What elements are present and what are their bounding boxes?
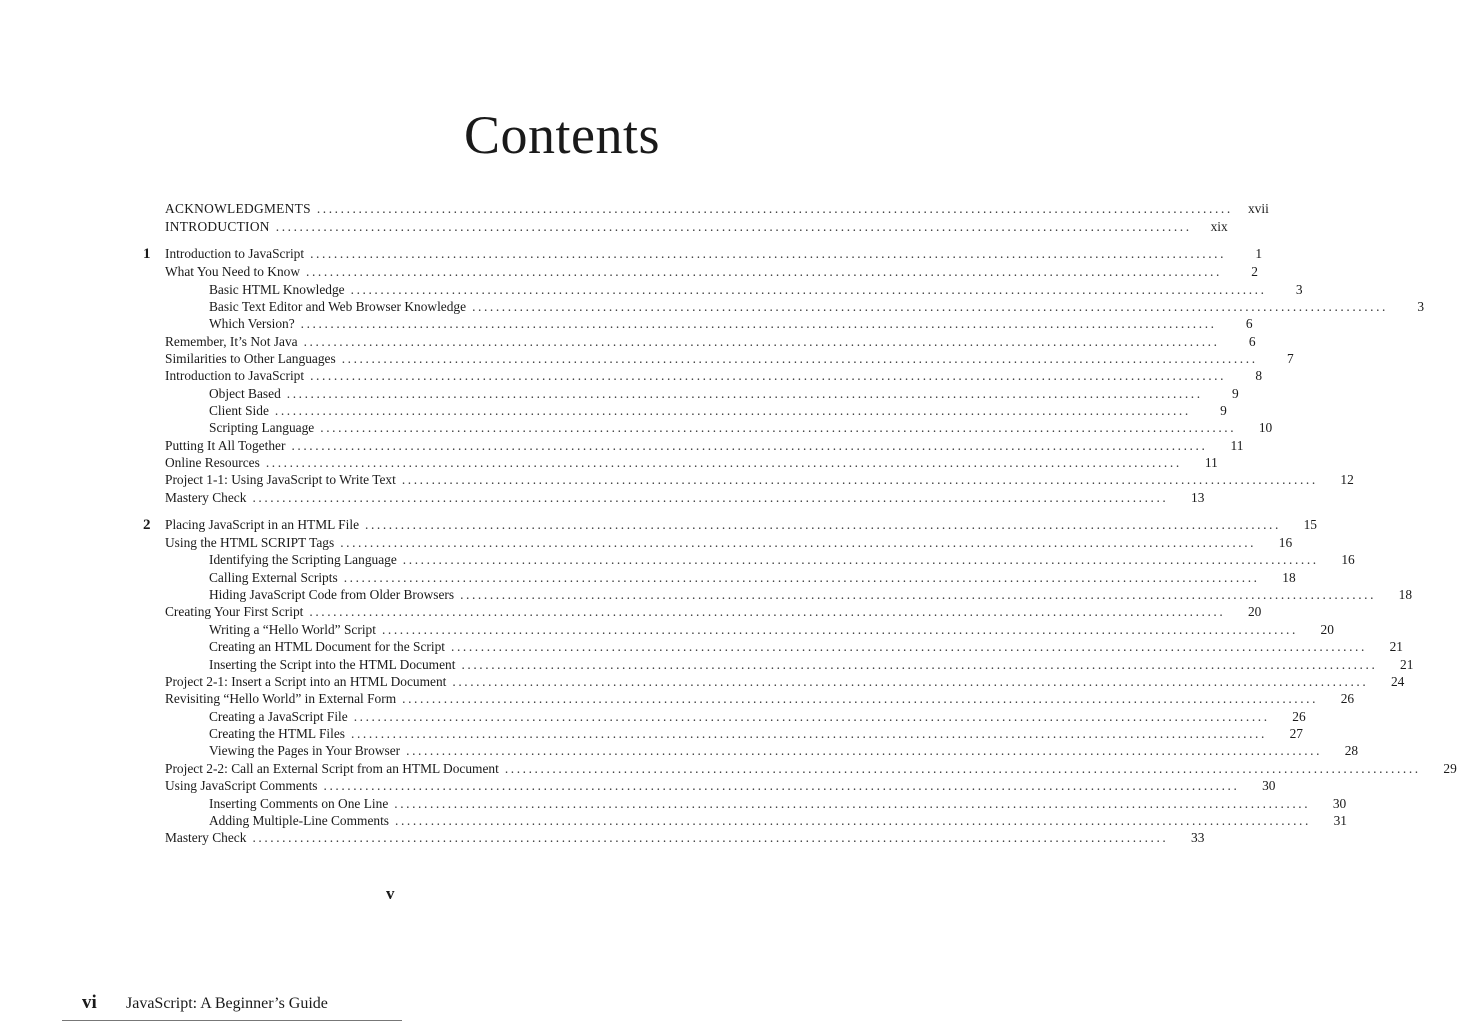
toc-entry-title: Basic Text Editor and Web Browser Knowledge — [209, 299, 467, 314]
toc-page-number: 2 — [1251, 264, 1258, 279]
dot-leader: .......................................................................................................................................................... — [452, 674, 1369, 689]
toc-entry — [165, 725, 1303, 743]
chapter-number: 2 — [143, 517, 151, 533]
toc-entry-title: Creating an HTML Document for the Script — [209, 639, 446, 654]
toc-entry-title: Hiding JavaScript Code from Older Browsers — [209, 587, 455, 602]
toc-entry-title: Mastery Check — [165, 490, 247, 505]
toc-entry-title: Scripting Language — [209, 420, 315, 435]
toc-entry — [165, 402, 1227, 420]
dot-leader: .......................................................................................................................................................... — [451, 639, 1367, 654]
toc-page-number: 9 — [1232, 386, 1239, 401]
toc-entry-title: Calling External Scripts — [209, 570, 338, 585]
dot-leader: .......................................................................................................................................................... — [275, 219, 1192, 234]
dot-leader: .......................................................................................................................................................... — [381, 622, 1298, 637]
dot-leader: .......................................................................................................................................................... — [310, 246, 1227, 261]
toc-entry — [165, 454, 1218, 472]
toc-entry — [165, 471, 1354, 489]
toc-entry-title: Creating the HTML Files — [209, 726, 345, 741]
toc-entry-title: Using JavaScript Comments — [165, 778, 318, 793]
toc-page-number: 11 — [1230, 438, 1244, 453]
toc-entry-title: Creating a JavaScript File — [209, 709, 348, 724]
dot-leader: .......................................................................................................................................................... — [504, 761, 1421, 776]
toc-entry-title: Basic HTML Knowledge — [209, 282, 345, 297]
dot-leader: .......................................................................................................................................................... — [460, 587, 1377, 602]
toc-entry — [143, 516, 1317, 534]
toc-entry — [165, 708, 1306, 726]
toc-page-number: 33 — [1191, 830, 1205, 845]
dot-leader: .......................................................................................................................................................... — [252, 490, 1169, 505]
toc-entry — [165, 603, 1262, 621]
toc-page-number: 30 — [1262, 778, 1276, 793]
dot-leader: .......................................................................................................................................................... — [309, 604, 1226, 619]
dot-leader: .......................................................................................................................................................... — [303, 334, 1220, 349]
toc-entry-title: ACKNOWLEDGMENTS — [165, 201, 311, 216]
dot-leader: .......................................................................................................................................................... — [401, 472, 1318, 487]
toc-entry — [165, 281, 1303, 299]
dot-leader: .......................................................................................................................................................... — [274, 403, 1191, 418]
toc-entry — [165, 437, 1244, 455]
toc-entry-title: Using the HTML SCRIPT Tags — [165, 535, 335, 550]
toc-page-number: 16 — [1341, 552, 1355, 567]
toc-page-number: 12 — [1340, 472, 1354, 487]
toc-entry — [165, 263, 1258, 281]
toc-entry-title: Adding Multiple-Line Comments — [209, 813, 390, 828]
toc-page-number: 6 — [1245, 316, 1253, 331]
dot-leader: .......................................................................................................................................................... — [291, 438, 1208, 453]
dot-leader: .......................................................................................................................................................... — [343, 570, 1260, 585]
toc-entry-title: Project 1-1: Using JavaScript to Write Text — [165, 472, 396, 487]
toc-page-number: 28 — [1344, 743, 1359, 758]
toc-entry — [165, 638, 1403, 656]
toc-page-number: 20 — [1320, 622, 1334, 637]
toc-entry — [165, 673, 1405, 691]
toc-entry — [165, 367, 1263, 385]
dot-leader: .......................................................................................................................................................... — [320, 420, 1237, 435]
toc-entry-title: What You Need to Know — [165, 264, 301, 279]
toc-page-number: 26 — [1292, 709, 1306, 724]
toc-entry — [143, 245, 1263, 263]
toc-entry — [165, 315, 1253, 333]
toc-entry — [165, 385, 1239, 403]
toc-entry-title: Placing JavaScript in an HTML File — [165, 517, 360, 532]
toc-entry-title: Object Based — [209, 386, 281, 401]
page-title: Contents — [463, 105, 660, 165]
toc-entry-title: Client Side — [209, 403, 269, 418]
toc-entry — [165, 200, 1269, 218]
toc-page-number: 18 — [1282, 570, 1296, 585]
dot-leader: .......................................................................................................................................................... — [472, 299, 1389, 314]
toc-page-number: 24 — [1390, 674, 1405, 689]
toc-entry — [165, 298, 1425, 316]
toc-page-number: 3 — [1417, 299, 1425, 314]
toc-entry-title: Putting It All Together — [165, 438, 286, 453]
toc-page-number: 26 — [1340, 691, 1355, 706]
toc-entry — [165, 742, 1359, 760]
toc-entry — [165, 419, 1273, 437]
running-footer — [62, 990, 402, 1022]
dot-leader: .......................................................................................................................................................... — [252, 830, 1169, 845]
toc-page-number: 15 — [1303, 517, 1317, 532]
toc-entry-title: Similarities to Other Languages — [165, 351, 336, 366]
dot-leader: .......................................................................................................................................................... — [323, 778, 1240, 793]
dot-leader: .......................................................................................................................................................... — [402, 552, 1319, 567]
toc-page-number: 8 — [1255, 368, 1263, 383]
footer-page-number: vi — [82, 992, 97, 1013]
toc-entry — [165, 656, 1414, 674]
dot-leader: .......................................................................................................................................................... — [395, 813, 1311, 828]
footer-rule — [62, 1020, 402, 1021]
toc-page-number: 6 — [1248, 334, 1256, 349]
toc-entry-title: Creating Your First Script — [165, 604, 304, 619]
toc-entry-title: Introduction to JavaScript — [165, 368, 305, 383]
toc-page-number: 21 — [1389, 639, 1403, 654]
toc-entry — [165, 534, 1293, 552]
dot-leader: .......................................................................................................................................................... — [306, 264, 1222, 279]
dot-leader: .......................................................................................................................................................... — [316, 201, 1233, 216]
toc-entry-title: Introduction to JavaScript — [165, 246, 305, 261]
toc-entry — [165, 812, 1347, 830]
toc-entry — [165, 760, 1457, 778]
toc-page-number: xix — [1210, 219, 1228, 234]
toc-page-number: 13 — [1191, 490, 1205, 505]
toc-entry — [165, 551, 1355, 569]
dot-leader: .......................................................................................................................................................... — [365, 517, 1281, 532]
toc-entry-title: Writing a “Hello World” Script — [209, 622, 376, 637]
toc-page-number: 3 — [1295, 282, 1303, 297]
toc-entry-title: Identifying the Scripting Language — [209, 552, 397, 567]
dot-leader: .......................................................................................................................................................... — [353, 709, 1270, 724]
toc-entry — [165, 489, 1205, 507]
dot-leader: .......................................................................................................................................................... — [402, 691, 1319, 706]
toc-page-number: 10 — [1258, 420, 1273, 435]
toc-entry-title: Mastery Check — [165, 830, 247, 845]
dot-leader: .......................................................................................................................................................... — [350, 282, 1267, 297]
toc-page-number: 27 — [1289, 726, 1303, 741]
toc-page-number: 11 — [1204, 455, 1218, 470]
dot-leader: .......................................................................................................................................................... — [406, 743, 1323, 758]
toc-page-number: 16 — [1278, 535, 1293, 550]
toc-entry-title: INTRODUCTION — [165, 219, 270, 234]
toc-entry — [165, 569, 1296, 587]
toc-entry — [165, 350, 1294, 368]
toc-entry-title: Revisiting “Hello World” in External Form — [165, 691, 397, 706]
toc-page-number: 7 — [1286, 351, 1294, 366]
page-number-roman: v — [386, 884, 395, 903]
toc-page-number: 29 — [1443, 761, 1457, 776]
footer-book-title: JavaScript: A Beginner’s Guide — [126, 995, 328, 1012]
toc-entry-title: Which Version? — [209, 316, 295, 331]
toc-entry — [165, 586, 1413, 604]
dot-leader: .......................................................................................................................................................... — [351, 726, 1267, 741]
toc-entry-title: Viewing the Pages in Your Browser — [209, 743, 401, 758]
toc-page-number: 1 — [1255, 246, 1263, 261]
dot-leader: .......................................................................................................................................................... — [286, 386, 1203, 401]
toc-entry-title: Inserting Comments on One Line — [209, 796, 389, 811]
toc-page-number: xvii — [1247, 201, 1269, 216]
toc-page-number: 21 — [1400, 657, 1414, 672]
chapter-number: 1 — [143, 246, 151, 262]
toc-page-number: 20 — [1247, 604, 1262, 619]
toc-entry — [165, 829, 1205, 847]
toc-entry-title: Project 2-2: Call an External Script from an HTML Document — [165, 761, 499, 776]
dot-leader: .......................................................................................................................................................... — [394, 796, 1311, 811]
toc-page-number: 9 — [1220, 403, 1227, 418]
toc-entry-title: Online Resources — [165, 455, 260, 470]
dot-leader: .......................................................................................................................................................... — [461, 657, 1378, 672]
toc-entry-title: Inserting the Script into the HTML Document — [209, 657, 456, 672]
dot-leader: .......................................................................................................................................................... — [310, 368, 1227, 383]
toc-entry — [165, 333, 1256, 351]
toc-entry — [165, 621, 1334, 639]
toc-entry — [165, 690, 1355, 708]
toc-page-number: 18 — [1398, 587, 1413, 602]
toc-entry-title: Remember, It’s Not Java — [165, 334, 298, 349]
toc-page-number: 31 — [1333, 813, 1347, 828]
toc-entry — [165, 218, 1228, 236]
dot-leader: .......................................................................................................................................................... — [300, 316, 1217, 331]
toc-page-number: 30 — [1332, 796, 1347, 811]
toc-entry — [165, 777, 1276, 795]
dot-leader: .......................................................................................................................................................... — [341, 351, 1258, 366]
dot-leader: .......................................................................................................................................................... — [340, 535, 1257, 550]
toc-entry-title: Project 2-1: Insert a Script into an HTML Document — [165, 674, 447, 689]
toc-entry — [165, 795, 1347, 813]
dot-leader: .......................................................................................................................................................... — [265, 455, 1182, 470]
